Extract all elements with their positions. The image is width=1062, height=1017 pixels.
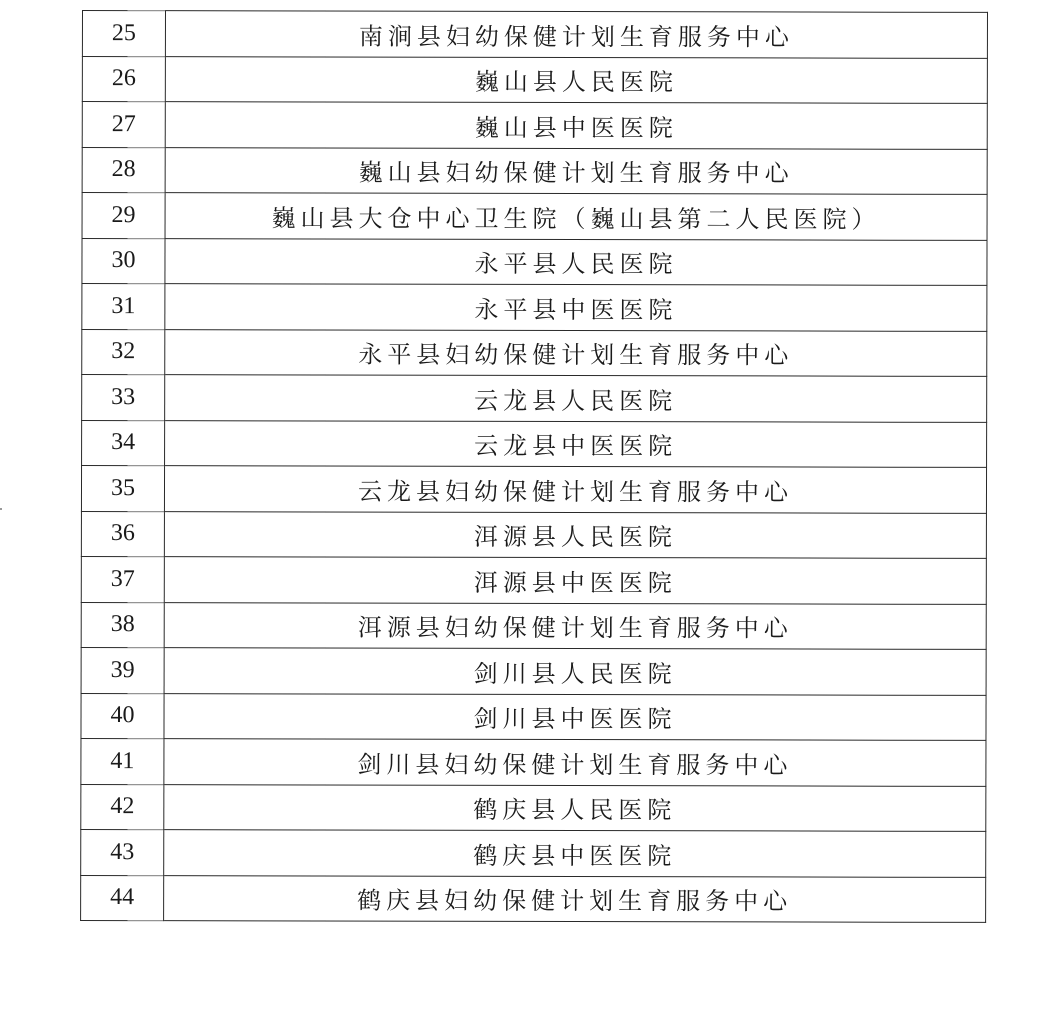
row-number: 31 [82, 284, 165, 330]
row-number: 37 [81, 556, 164, 602]
table-row [81, 693, 986, 740]
row-number: 41 [81, 738, 164, 784]
institution-name: 洱源县妇幼保健计划生育服务中心 [164, 602, 986, 649]
institution-name: 巍山县大仓中心卫生院（巍山县第二人民医院） [165, 193, 987, 240]
table-row [81, 647, 986, 694]
table-row [82, 11, 987, 58]
institution-name: 云龙县妇幼保健计划生育服务中心 [164, 466, 986, 513]
institution-name: 洱源县人民医院 [164, 511, 986, 558]
institution-name: 鹤庆县人民医院 [164, 784, 986, 831]
institution-name: 剑川县人民医院 [164, 648, 986, 695]
table-row [82, 284, 987, 331]
row-number: 36 [81, 511, 164, 557]
table-row [82, 56, 987, 103]
table-row [82, 147, 987, 194]
table-row [82, 102, 987, 149]
table-row [81, 784, 986, 831]
institution-name: 云龙县中医医院 [165, 420, 987, 467]
table-row [82, 193, 987, 240]
table-row [81, 602, 986, 649]
institution-name: 巍山县中医医院 [165, 102, 987, 149]
row-number: 35 [81, 466, 164, 512]
hospital-table [80, 10, 988, 923]
row-number: 44 [81, 875, 164, 921]
table-row [82, 420, 987, 467]
row-number: 34 [82, 420, 165, 466]
row-number: 39 [81, 647, 164, 693]
institution-name: 云龙县人民医院 [165, 375, 987, 422]
row-number: 28 [82, 147, 165, 193]
row-number: 32 [82, 329, 165, 375]
scan-mark [0, 508, 2, 510]
row-number: 27 [82, 102, 165, 148]
institution-name: 鹤庆县中医医院 [164, 830, 986, 877]
institution-name: 剑川县中医医院 [164, 693, 986, 740]
table-row [81, 738, 986, 785]
row-number: 26 [82, 56, 165, 102]
row-number: 40 [81, 693, 164, 739]
row-number: 33 [82, 375, 165, 421]
row-number: 25 [82, 11, 165, 57]
hospital-table-container [80, 10, 988, 923]
institution-name: 剑川县妇幼保健计划生育服务中心 [164, 739, 986, 786]
table-row [81, 466, 986, 513]
row-number: 30 [82, 238, 165, 284]
institution-name: 永平县中医医院 [165, 284, 987, 331]
institution-name: 巍山县人民医院 [165, 56, 987, 103]
institution-name: 鹤庆县妇幼保健计划生育服务中心 [164, 875, 986, 922]
row-number: 42 [81, 784, 164, 830]
table-row [82, 329, 987, 376]
row-number: 38 [81, 602, 164, 648]
table-row [82, 375, 987, 422]
table-row [81, 875, 986, 922]
institution-name: 永平县人民医院 [165, 238, 987, 285]
table-row [81, 829, 986, 876]
institution-name: 南涧县妇幼保健计划生育服务中心 [165, 11, 987, 58]
table-row [82, 238, 987, 285]
institution-name: 永平县妇幼保健计划生育服务中心 [165, 329, 987, 376]
institution-name: 洱源县中医医院 [164, 557, 986, 604]
table-row [81, 556, 986, 603]
row-number: 29 [82, 193, 165, 239]
row-number: 43 [81, 829, 164, 875]
table-row [81, 511, 986, 558]
institution-name: 巍山县妇幼保健计划生育服务中心 [165, 147, 987, 194]
